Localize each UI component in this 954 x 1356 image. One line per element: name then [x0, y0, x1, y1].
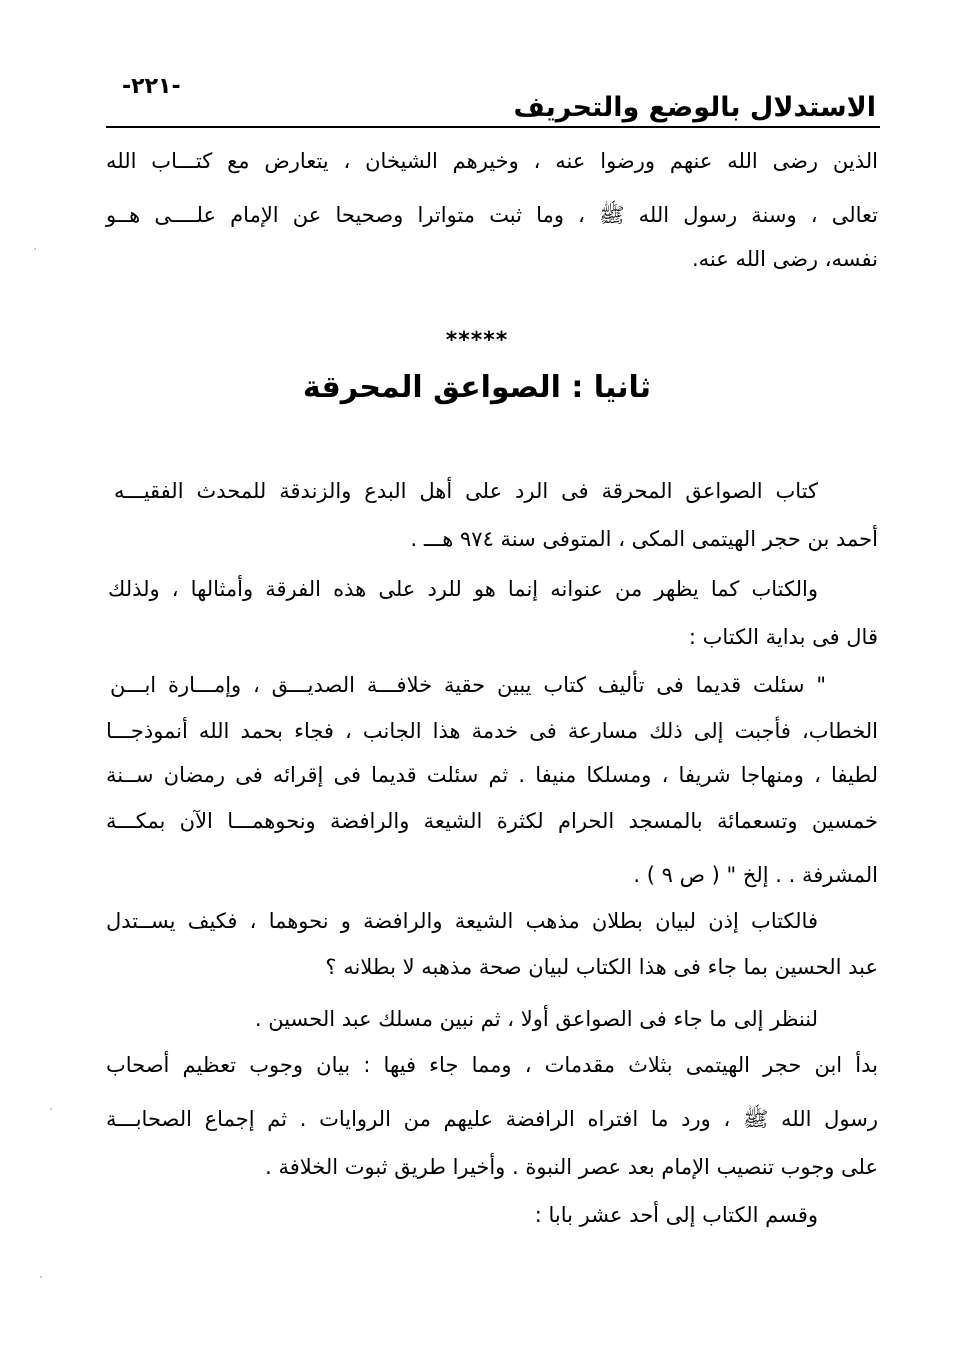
text-line: نفسه، رضى الله عنه.: [692, 247, 878, 271]
quote-line: " سئلت قديما فى تأليف كتاب يبين حقية خلافـــة الصديـــق ، وإمـــارة ابـــن: [110, 673, 826, 697]
quote-line: الخطاب، فأجبت إلى ذلك مسارعة فى خدمة هذا الجانب ، فجاء بحمد الله أنموذجـــا: [106, 719, 878, 743]
text-line: وقسم الكتاب إلى أحد عشر بابا :: [534, 1203, 818, 1227]
section-separator: *****: [445, 328, 509, 353]
text-line: الذين رضى الله عنهم ورضوا عنه ، وخيرهم الشيخان ، يتعارض مع كتـــاب الله: [106, 149, 878, 173]
scan-speck: [40, 1276, 42, 1278]
quote-line: المشرفة . . إلخ " ( ص ٩ ) .: [633, 863, 878, 887]
scan-speck: [50, 1108, 52, 1110]
text-line: على وجوب تنصيب الإمام بعد عصر النبوة . وأخيرا طريق ثبوت الخلافة .: [265, 1155, 878, 1179]
scan-speck: [34, 248, 36, 250]
text-line: لننظر إلى ما جاء فى الصواعق أولا ، ثم نبين مسلك عبد الحسين .: [254, 1007, 818, 1031]
text-line: قال فى بداية الكتاب :: [688, 625, 878, 649]
running-title: الاستدلال بالوضع والتحريف: [513, 92, 876, 123]
text-line: أحمد بن حجر الهيتمى المكى ، المتوفى سنة ٩٧٤ هـــ .: [410, 527, 878, 551]
text-line: فالكتاب إذن لبيان بطلان مذهب الشيعة والرافضة و نحوهما ، فكيف يســتدل: [106, 909, 818, 933]
page-number: -٢٢١-: [122, 74, 181, 99]
text-line: رسول الله ﷺ ، ورد ما افتراه الرافضة عليهم من الروايات . ثم إجماع الصحابـــة: [106, 1107, 878, 1131]
header-rule: [106, 126, 880, 128]
text-line: عبد الحسين بما جاء فى هذا الكتاب لبيان صحة مذهبه لا بطلانه ؟: [325, 955, 878, 979]
quote-line: خمسين وتسعمائة بالمسجد الحرام لكثرة الشيعة والرافضة ونحوهمـــا الآن بمكـــة: [106, 809, 878, 833]
text-line: كتاب الصواعق المحرقة فى الرد على أهل البدع والزندقة للمحدث الفقيـــه: [114, 479, 818, 503]
text-line: تعالى ، وسنة رسول الله ﷺ ، وما ثبت متواترا وصحيحا عن الإمام علــــى هــو: [106, 203, 878, 227]
section-title: ثانيا : الصواعق المحرقة: [302, 370, 652, 405]
text-line: والكتاب كما يظهر من عنوانه إنما هو للرد على هذه الفرقة وأمثالها ، ولذلك: [108, 577, 818, 601]
quote-line: لطيفا ، ومنهاجا شريفا ، ومسلكا منيفا . ثم سئلت قديما فى إقرائه فى رمضان ســنة: [106, 763, 878, 787]
text-line: بدأ ابن حجر الهيتمى بثلاث مقدمات ، ومما جاء فيها : بيان وجوب تعظيم أصحاب: [106, 1053, 878, 1077]
